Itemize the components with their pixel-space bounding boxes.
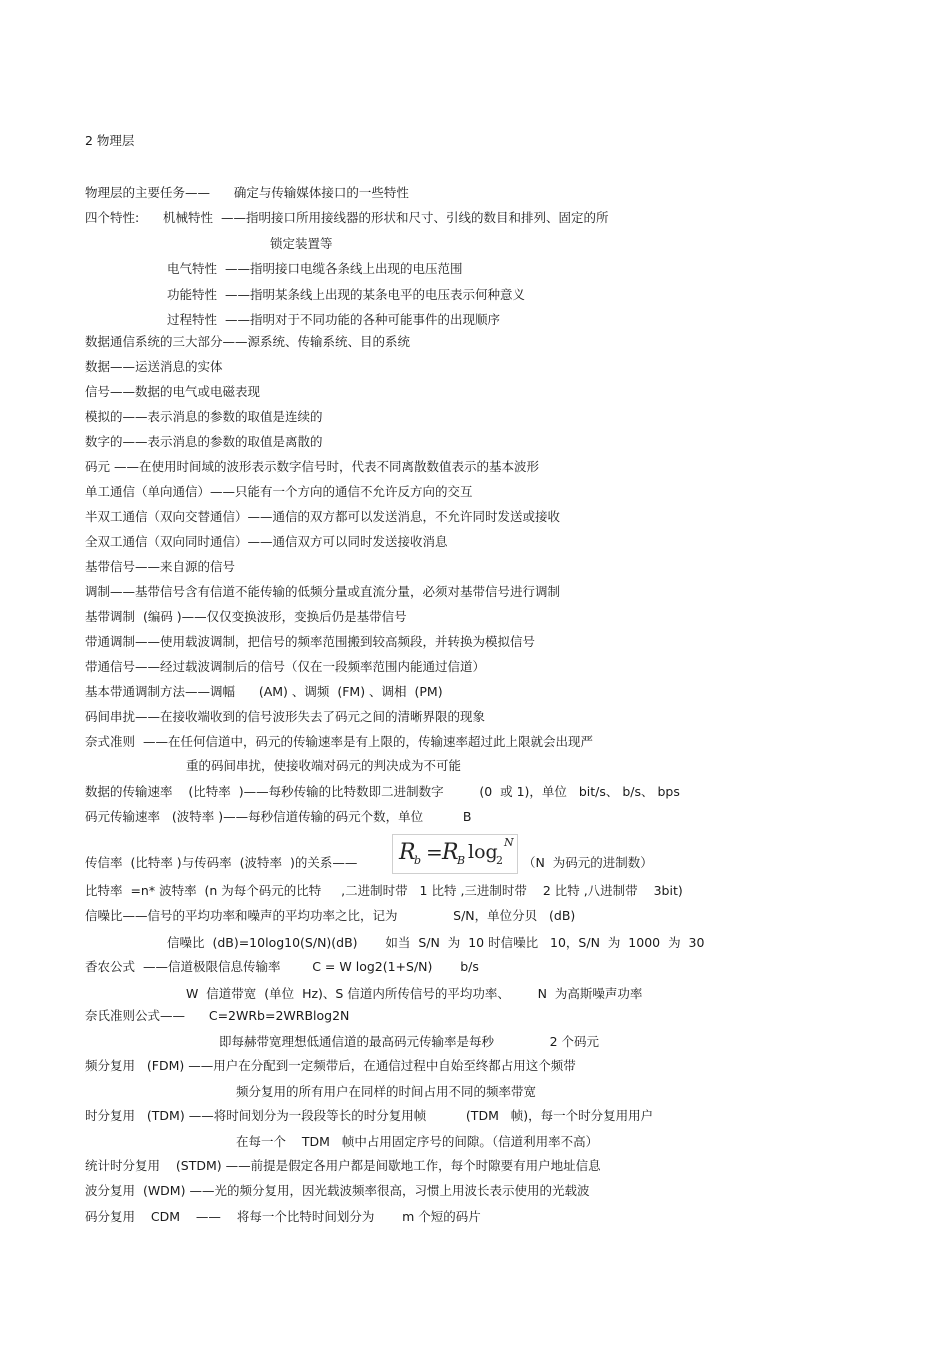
- formula-symbol: 2: [496, 854, 503, 867]
- text-line: 物理层的主要任务—— 确定与传输媒体接口的一些特性: [85, 185, 409, 200]
- text-line: 码元传输速率 (波特率 )——每秒信道传输的码元个数，单位 B: [85, 809, 472, 824]
- formula-symbol: B: [457, 854, 466, 867]
- text-line: 功能特性 ——指明某条线上出现的某条电平的电压表示何种意义: [167, 287, 525, 302]
- text-line: 数据——运送消息的实体: [85, 359, 223, 374]
- text-line: 单工通信（单向通信）——只能有一个方向的通信不允许反方向的交互: [85, 484, 473, 499]
- section-heading: 2 物理层: [85, 133, 135, 148]
- text-line: 数据的传输速率 (比特率 )——每秒传输的比特数即二进制数字 (0 或 1)，单位 bit/s、 b/s、 bps: [85, 784, 680, 799]
- text-line: 时分复用 (TDM) ——将时间划分为一段段等长的时分复用帧 (TDM 帧)，每一个时分复用用户: [85, 1108, 654, 1123]
- text-line: 统计时分复用 (STDM) ——前提是假定各用户都是间歇地工作，每个时隙要有用户地址信息: [85, 1158, 601, 1173]
- formula-symbol: b: [414, 854, 422, 867]
- formula-symbol: R: [399, 840, 416, 865]
- formula-image: [392, 834, 518, 874]
- text-line: 频分复用 (FDM) ——用户在分配到一定频带后，在通信过程中自始至终都占用这个频带: [85, 1058, 576, 1073]
- text-line: 比特率 =n* 波特率 (n 为每个码元的比特 ,二进制时带 1 比特 ,三进制时带 2 比特 ,八进制带 3bit): [85, 883, 683, 898]
- text-line: 信噪比——信号的平均功率和噪声的平均功率之比，记为 S/N，单位分贝 (dB): [85, 908, 576, 923]
- text-line: 奈式准则 ——在任何信道中，码元的传输速率是有上限的，传输速率超过此上限就会出现严: [85, 734, 593, 749]
- text-line: 调制——基带信号含有信道不能传输的低频分量或直流分量，必须对基带信号进行调制: [85, 584, 561, 599]
- text-line: W 信道带宽 (单位 Hz)、S 信道内所传信号的平均功率、 N 为高斯噪声功率: [186, 986, 643, 1001]
- text-line: 香农公式 ——信道极限信息传输率 C = W log2(1+S/N) b/s: [85, 959, 479, 974]
- text-line: 模拟的——表示消息的参数的取值是连续的: [85, 409, 323, 424]
- formula-symbol: =: [426, 840, 443, 864]
- text-line: 电气特性 ——指明接口电缆各条线上出现的电压范围: [167, 261, 463, 276]
- text-line: 传信率 (比特率 )与传码率 (波特率 )的关系——: [85, 855, 358, 870]
- text-line: 数字的——表示消息的参数的取值是离散的: [85, 434, 323, 449]
- text-line: 四个特性: 机械特性 ——指明接口所用接线器的形状和尺寸、引线的数目和排列、固定的所: [85, 210, 609, 225]
- formula-symbol: N: [504, 836, 514, 849]
- text-line: 带通信号——经过载波调制后的信号（仅在一段频率范围内能通过信道）: [85, 659, 486, 674]
- text-line: 信噪比 (dB)=10log10(S/N)(dB) 如当 S/N 为 10 时信噪比 10，S/N 为 1000 为 30: [167, 935, 705, 950]
- text-line: 频分复用的所有用户在同样的时间占用不同的频率带宽: [236, 1084, 537, 1099]
- text-line: 全双工通信（双向同时通信）——通信双方可以同时发送接收消息: [85, 534, 448, 549]
- text-line: 信号——数据的电气或电磁表现: [85, 384, 261, 399]
- text-line: 数据通信系统的三大部分——源系统、传输系统、目的系统: [85, 334, 411, 349]
- text-line: 带通调制——使用载波调制，把信号的频率范围搬到较高频段，并转换为模拟信号: [85, 634, 536, 649]
- text-line: 波分复用 (WDM) ——光的频分复用，因光载波频率很高，习惯上用波长表示使用的光载波: [85, 1183, 590, 1198]
- text-line: 奈氏准则公式—— C=2WRb=2WRBlog2N: [85, 1008, 350, 1023]
- text-line: 码间串扰——在接收端收到的信号波形失去了码元之间的清晰界限的现象: [85, 709, 486, 724]
- text-line: 锁定装置等: [270, 236, 333, 251]
- text-line: （N 为码元的进制数）: [523, 855, 653, 870]
- text-line: 过程特性 ——指明对于不同功能的各种可能事件的出现顺序: [167, 312, 500, 327]
- text-line: 基带信号——来自源的信号: [85, 559, 236, 574]
- text-line: 码元 ——在使用时间域的波形表示数字信号时，代表不同离散数值表示的基本波形: [85, 459, 539, 474]
- text-line: 即每赫带宽理想低通信道的最高码元传输率是每秒 2 个码元: [219, 1034, 600, 1049]
- text-line: 在每一个 TDM 帧中占用固定序号的间隙。（信道利用率不高）: [236, 1134, 599, 1149]
- text-line: 基本带通调制方法——调幅 (AM) 、调频 (FM) 、调相 (PM): [85, 684, 443, 699]
- formula-symbol: R: [442, 840, 459, 865]
- text-line: 码分复用 CDM —— 将每一个比特时间划分为 m 个短的码片: [85, 1209, 481, 1224]
- formula-symbol: log: [468, 841, 498, 863]
- text-line: 重的码间串扰，使接收端对码元的判决成为不可能: [186, 758, 462, 773]
- text-line: 半双工通信（双向交替通信）——通信的双方都可以发送消息，不允许同时发送或接收: [85, 509, 561, 524]
- text-line: 基带调制 (编码 )——仅仅变换波形，变换后仍是基带信号: [85, 609, 407, 624]
